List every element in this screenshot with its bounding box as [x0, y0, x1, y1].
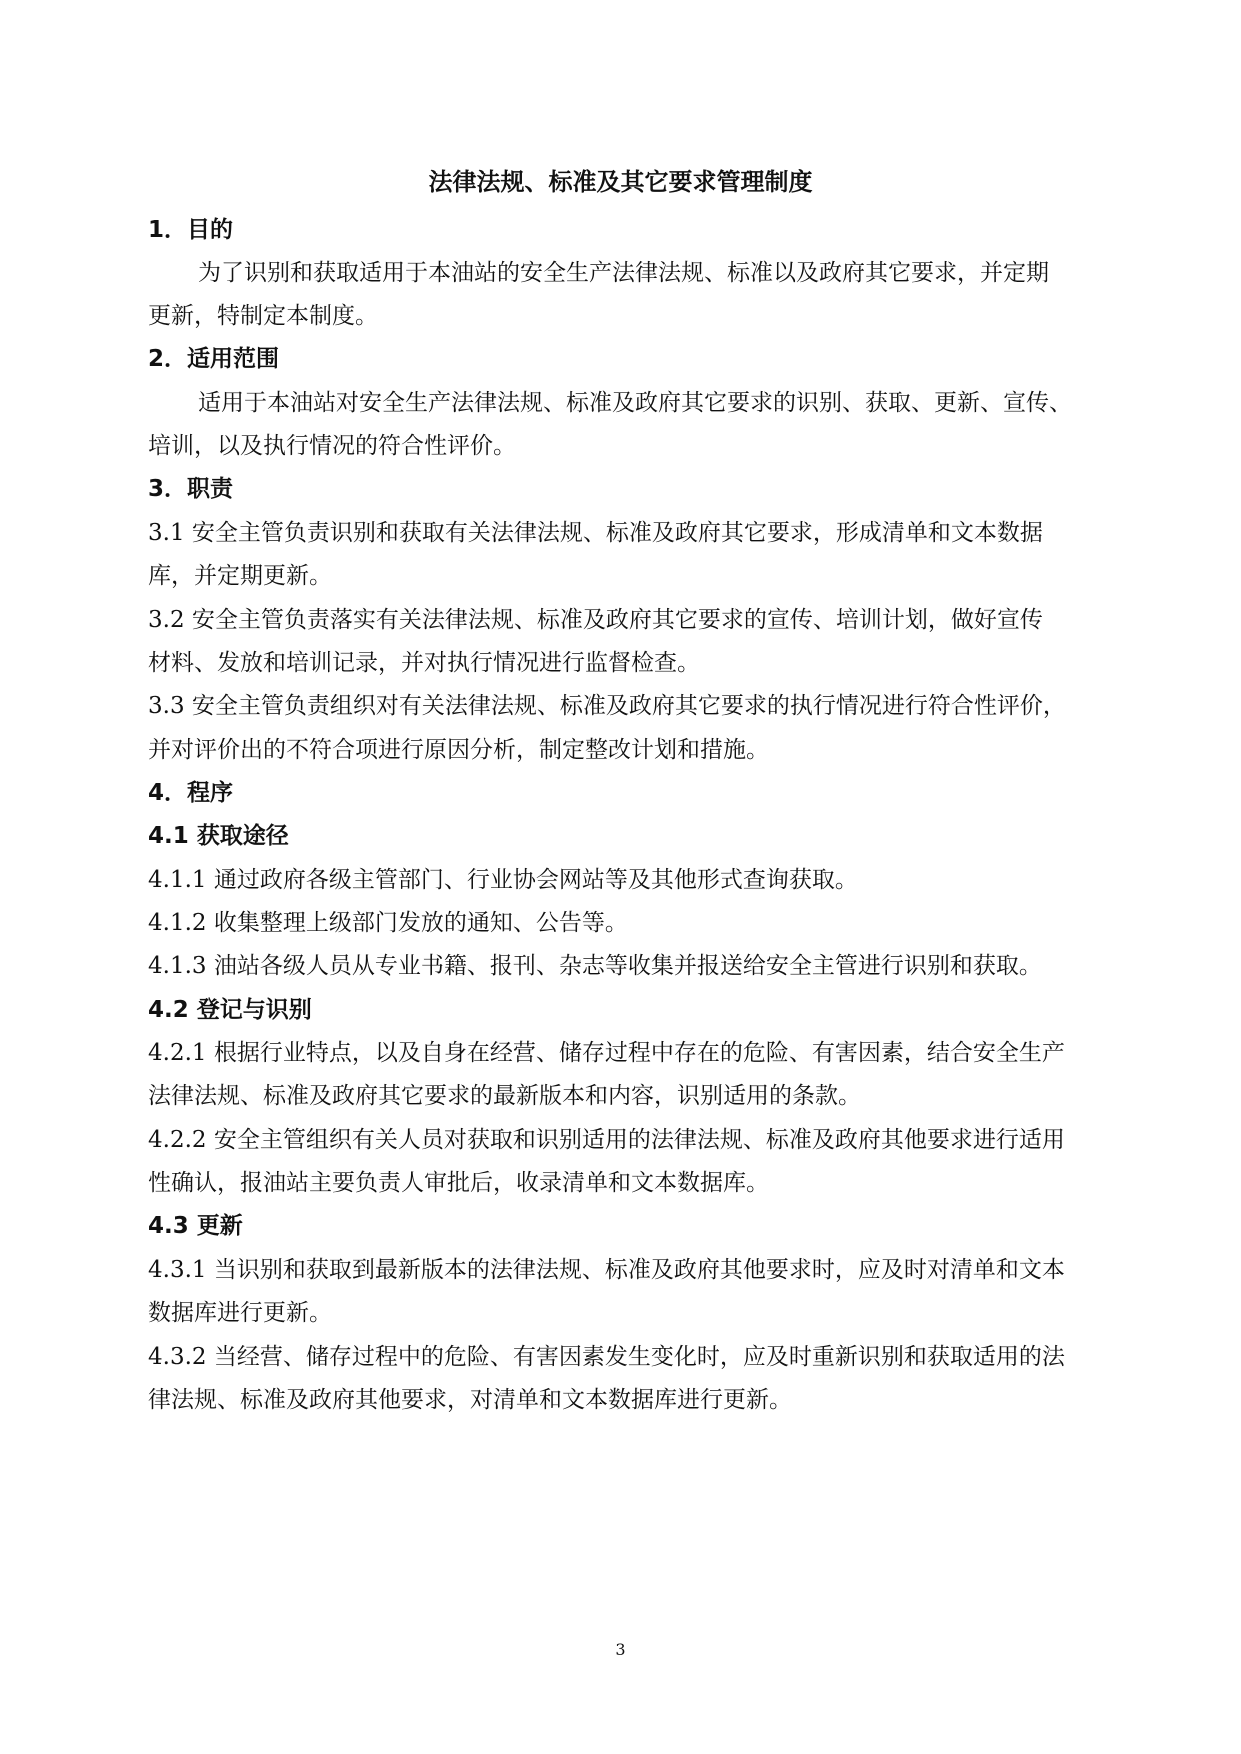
paragraph-line: 4.3.2 当经营、储存过程中的危险、有害因素发生变化时，应及时重新识别和获取适用的法	[148, 1344, 1065, 1370]
paragraph-line: 数据库进行更新。	[148, 1300, 332, 1326]
paragraph-line: 3.1 安全主管负责识别和获取有关法律法规、标准及政府其它要求，形成清单和文本数据	[148, 520, 1043, 546]
subsection-heading-registration: 4.2 登记与识别	[148, 997, 312, 1023]
section-heading-responsibilities: 3．职责	[148, 476, 234, 502]
paragraph-line: 材料、发放和培训记录，并对执行情况进行监督检查。	[148, 650, 700, 676]
subsection-heading-update: 4.3 更新	[148, 1213, 243, 1239]
paragraph-line: 4.1.2 收集整理上级部门发放的通知、公告等。	[148, 910, 628, 936]
paragraph-line: 更新，特制定本制度。	[148, 303, 378, 329]
paragraph-line: 4.2.1 根据行业特点，以及自身在经营、储存过程中存在的危险、有害因素，结合安全生产	[148, 1040, 1065, 1066]
paragraph-line: 4.1.3 油站各级人员从专业书籍、报刊、杂志等收集并报送给安全主管进行识别和获取。	[148, 953, 1042, 979]
paragraph-line: 适用于本油站对安全生产法律法规、标准及政府其它要求的识别、获取、更新、宣传、	[198, 390, 1072, 416]
paragraph-line: 4.1.1 通过政府各级主管部门、行业协会网站等及其他形式查询获取。	[148, 867, 858, 893]
paragraph-line: 3.2 安全主管负责落实有关法律法规、标准及政府其它要求的宣传、培训计划，做好宣传	[148, 607, 1043, 633]
document-title: 法律法规、标准及其它要求管理制度	[428, 168, 813, 196]
paragraph-line: 律法规、标准及政府其他要求，对清单和文本数据库进行更新。	[148, 1387, 792, 1413]
section-heading-procedure: 4．程序	[148, 780, 234, 806]
paragraph-line: 3.3 安全主管负责组织对有关法律法规、标准及政府其它要求的执行情况进行符合性评价，	[148, 693, 1066, 719]
subsection-heading-acquisition: 4.1 获取途径	[148, 823, 289, 849]
page-number: 3	[615, 1640, 626, 1659]
section-heading-scope: 2．适用范围	[148, 346, 280, 372]
paragraph-line: 法律法规、标准及政府其它要求的最新版本和内容，识别适用的条款。	[148, 1083, 861, 1109]
paragraph-line: 为了识别和获取适用于本油站的安全生产法律法规、标准以及政府其它要求，并定期	[198, 260, 1049, 286]
section-heading-purpose: 1．目的	[148, 217, 234, 243]
paragraph-line: 4.2.2 安全主管组织有关人员对获取和识别适用的法律法规、标准及政府其他要求进行适用	[148, 1127, 1065, 1153]
paragraph-line: 库，并定期更新。	[148, 563, 332, 589]
paragraph-line: 4.3.1 当识别和获取到最新版本的法律法规、标准及政府其他要求时，应及时对清单和文本	[148, 1257, 1065, 1283]
paragraph-line: 并对评价出的不符合项进行原因分析，制定整改计划和措施。	[148, 737, 769, 763]
paragraph-line: 培训，以及执行情况的符合性评价。	[148, 433, 516, 459]
paragraph-line: 性确认，报油站主要负责人审批后，收录清单和文本数据库。	[148, 1170, 769, 1196]
